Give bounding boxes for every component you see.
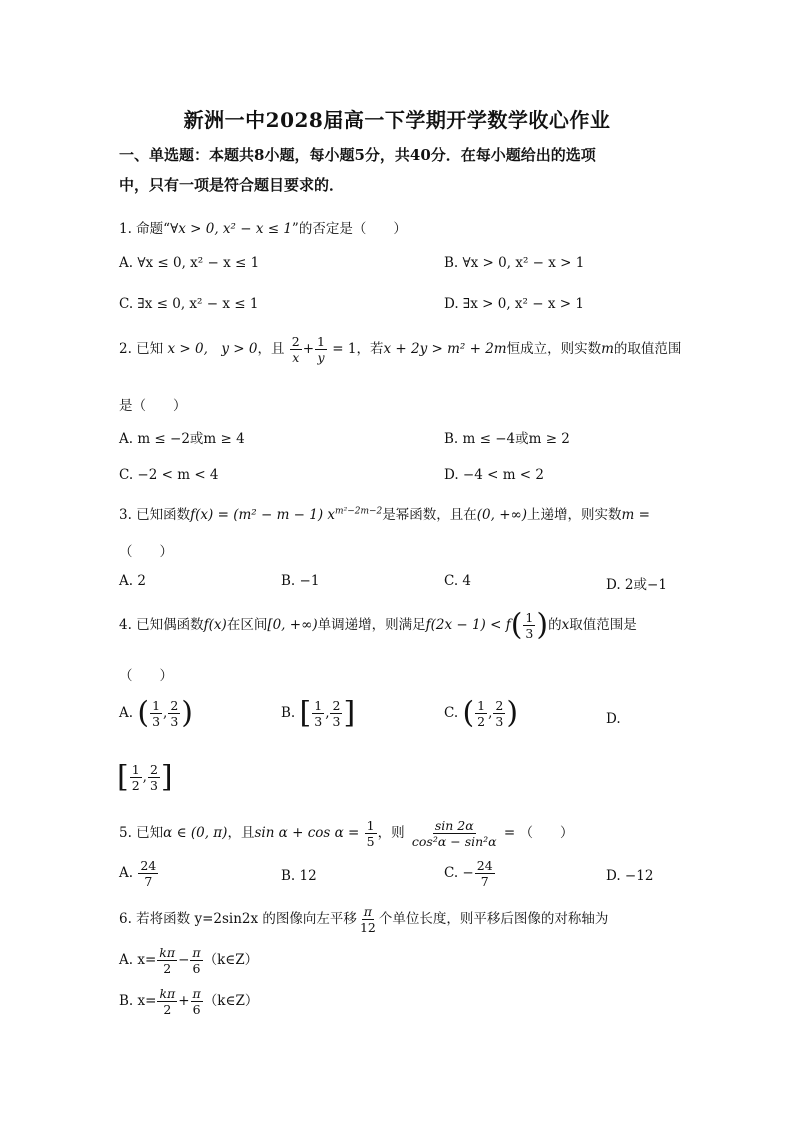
q2-option-d: D. −4 < m < 2	[444, 467, 545, 483]
q6-option-b: B. x= $\frac{k\pi}{2}$ + $\frac{\pi}{6}$ （k∈Z）	[119, 986, 259, 1017]
q3-exponent: m²−2m−2	[335, 506, 383, 517]
q3-option-a: A. 2	[119, 573, 146, 589]
question-4-stem: 4. 已知偶函数f(x)在区间[0, +∞)单调递增，则满足f(2x − 1) < f( $\frac{1}{3}$ )的x取值范围是	[119, 607, 637, 643]
q4-text-2: 在区间	[226, 617, 268, 633]
q4-interval: [0, +∞)	[267, 617, 318, 633]
q4-option-d: [ $\frac{1}{2}$ , $\frac{2}{3}$ ]	[117, 759, 173, 795]
question-1-stem	[119, 217, 407, 237]
question-3-stem	[119, 503, 650, 523]
q5-option-c: C. − $\frac{24}{7}$	[444, 858, 493, 889]
q4-option-d-label: D.	[606, 711, 621, 727]
q4-function: f(x)	[203, 617, 227, 633]
q5-option-b: B. 12	[281, 868, 317, 884]
q2-and: ，且	[257, 341, 285, 357]
q1-option-d: D. ∃x > 0, x² − x > 1	[444, 296, 584, 312]
q3-option-c: C. 4	[444, 573, 472, 589]
section-heading-line1: 一、单选题：本题共8小题，每小题5分，共40分．在每小题给出的选项	[119, 146, 596, 164]
q2-var: m	[601, 341, 614, 357]
q2-fraction-2: $\frac{1}{y}$	[317, 334, 325, 365]
q5-option-d: D. −12	[606, 868, 654, 884]
q4-option-c: C. ( $\frac{1}{2}$ , $\frac{2}{3}$ )	[444, 695, 519, 731]
q5-equation: sin α + cos α =	[254, 825, 360, 841]
q4-option-b: B. [ $\frac{1}{3}$ , $\frac{2}{3}$ ]	[281, 695, 356, 731]
q2-condition: x > 0, y > 0	[167, 341, 258, 357]
q1-prefix: 1. 命题“	[119, 221, 171, 237]
q4-inequality: f(2x − 1) < f	[425, 617, 511, 633]
q3-text-2: 是幂函数，且在	[382, 507, 477, 523]
q3-function: f(x) = (m² − m − 1) x	[190, 507, 336, 523]
q6-option-a: A. x= $\frac{k\pi}{2}$ − $\frac{\pi}{6}$ （k∈Z）	[119, 945, 259, 976]
q5-fraction: $\frac{1}{5}$	[366, 818, 375, 849]
q2-plus: +	[302, 341, 315, 357]
q5-prefix: 5. 已知	[119, 825, 164, 841]
q3-option-d: D. 2或−1	[606, 577, 667, 593]
q4-var: x	[561, 617, 570, 633]
q5-option-a: A. $\frac{24}{7}$	[119, 858, 157, 889]
q2-option-b: B. m ≤ −4或m ≥ 2	[444, 431, 570, 447]
question-2-stem	[119, 334, 681, 365]
q1-option-b: B. ∀x > 0, x² − x > 1	[444, 255, 585, 271]
q3-text-3: 上递增，则实数	[527, 507, 622, 523]
q2-option-a: A. m ≤ −2或m ≥ 4	[119, 431, 245, 447]
q4-text-4: 的	[548, 617, 562, 633]
q3-interval: (0, +∞)	[476, 507, 528, 523]
q1-math: ∀x > 0, x² − x ≤ 1	[170, 221, 292, 237]
question-4-line2: （ ）	[119, 668, 173, 684]
q3-prefix: 3. 已知函数	[119, 507, 191, 523]
q4-prefix: 4. 已知偶函数	[119, 617, 204, 633]
q3-option-b: B. −1	[281, 573, 320, 589]
q4-text-3: 单调递增，则满足	[317, 617, 426, 633]
q4-option-a: A. ( $\frac{1}{3}$ , $\frac{2}{3}$ )	[119, 695, 193, 731]
q5-text-2: ，且	[227, 825, 255, 841]
section-heading-line2: 中，只有一项是符合题目要求的．	[119, 176, 345, 194]
q6-text-2: 个单位长度，则平移后图像的对称轴为	[378, 911, 609, 927]
q2-text-4: 的取值范围	[613, 341, 682, 357]
q2-option-c: C. −2 < m < 4	[119, 467, 219, 483]
page-title: 新洲一中2028届高一下学期开学数学收心作业	[183, 108, 611, 132]
q6-fraction: $\frac{\pi}{12}$	[359, 904, 376, 935]
q1-suffix: ”的否定是（ ）	[291, 221, 407, 237]
q6-prefix: 6. 若将函数 y=2sin2x 的图像向左平移	[119, 911, 357, 927]
q2-text-3: 恒成立，则实数	[506, 341, 602, 357]
q3-var: m =	[621, 507, 650, 523]
q2-equals: = 1	[332, 341, 357, 357]
question-3-line2: （ ）	[119, 544, 173, 560]
q2-text-2: ，若	[356, 341, 384, 357]
q5-condition: α ∈ (0, π)	[163, 825, 228, 841]
q1-option-c: C. ∃x ≤ 0, x² − x ≤ 1	[119, 296, 259, 312]
q2-inequality: x + 2y > m² + 2m	[383, 341, 507, 357]
q1-option-a: A. ∀x ≤ 0, x² − x ≤ 1	[119, 255, 260, 271]
q2-fraction-1: $\frac{2}{x}$	[291, 334, 300, 365]
q4-text-5: 取值范围是	[569, 617, 637, 633]
question-5-stem	[119, 818, 574, 849]
q5-text-3: ，则	[377, 825, 405, 841]
question-2-line2: 是（ ）	[119, 398, 187, 414]
q2-prefix: 2. 已知	[119, 341, 164, 357]
q4-fraction: $\frac{1}{3}$	[525, 610, 534, 641]
q5-tail: = （ ）	[503, 825, 574, 841]
q5-big-fraction: $\frac{\sin 2\alpha}{\text{cos²α − sin²α}}$	[411, 818, 497, 849]
question-6-stem	[119, 904, 608, 935]
